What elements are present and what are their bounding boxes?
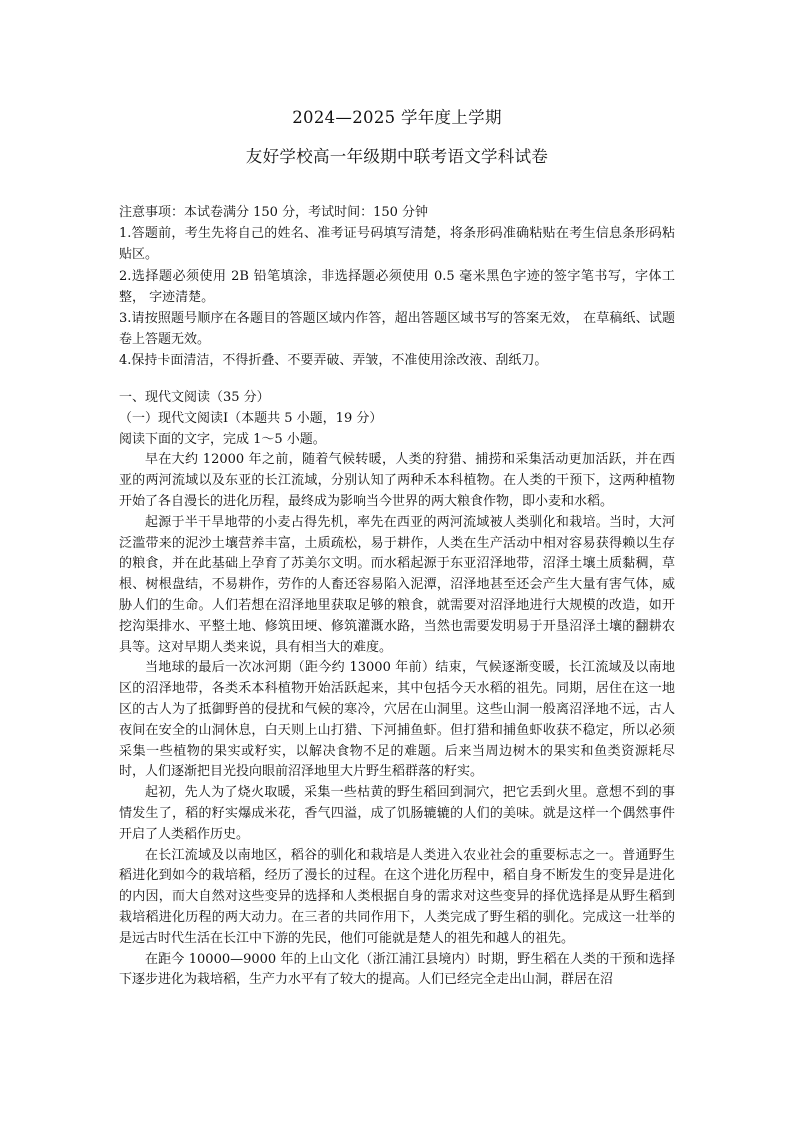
year-title: 2024—2025 学年度上学期 [292, 108, 502, 127]
note-item-4: 4.保持卡面清洁，不得折叠、不要弄破、弄皱，不准使用涂改液、刮纸刀。 [119, 353, 548, 369]
passage-paragraph-6: 在距今 10000—9000 年的上山文化（浙江浦江县境内）时期，野生稻在人类的干预和选择下逐步进化为栽培稻，生产力水平有了较大的提高。人们已经完全走出山洞，群居在沼 [119, 951, 675, 988]
note-item-2: 2.选择题必须使用 2B 铅笔填涂，非选择题必须使用 0.5 毫米黑色字迹的签字笔书写，字体工整， 字迹清楚。 [119, 268, 675, 305]
section-title: 一、现代文阅读（35 分） [119, 390, 270, 405]
section-instruction: 阅读下面的文字，完成 1～5 小题。 [119, 431, 326, 447]
exam-title: 友好学校高一年级期中联考语文学科试卷 [245, 147, 549, 166]
passage-paragraph-5: 在长江流域及以南地区，稻谷的驯化和栽培是人类进入农业社会的重要标志之一。普通野生稻进化到如今的栽培稻，经历了漫长的过程。在这个进化历程中，稻自身不断发生的变异是进化的内因，而大自然对这些变异的选择和人类根据自身的需求对这些变异的择优选择是从野生稻到栽培稻进化历程的两大动力。在三者的共同作用下，人类完成了野生稻的驯化。完成这一壮举的是远古时代生活在长江中下游的先民，他们可能就是楚人的祖先和越人的祖先。 [119, 847, 675, 946]
notes-heading: 注意事项：本试卷满分 150 分，考试时间：150 分钟 [119, 205, 429, 220]
exam-notes [119, 202, 675, 372]
section-subtitle: （一）现代文阅读Ⅰ（本题共 5 小题，19 分） [119, 410, 383, 426]
note-item-3: 3.请按照题号顺序在各题目的答题区域内作答，超出答题区域书写的答案无效， 在草稿纸、试题卷上答题无效。 [119, 311, 675, 348]
passage-paragraph-1: 早在大约 12000 年之前，随着气候转暖，人类的狩猎、捕捞和采集活动更加活跃，并在西亚的两河流域以及东亚的长江流域，分别认知了两种禾本科植物。在人类的干预下，这两种植物开始了各自漫长的进化历程，最终成为影响当今世界的两大粮食作物，即小麦和水稻。 [119, 452, 675, 509]
note-item-1: 1.答题前，考生先将自己的姓名、准考证号码填写清楚，将条形码准确粘贴在考生信息条形码粘贴区。 [119, 226, 675, 263]
passage-paragraph-2: 起源于半干旱地带的小麦占得先机，率先在西亚的两河流域被人类驯化和栽培。当时，大河泛滥带来的泥沙土壤营养丰富，土质疏松，易于耕作，人类在生产活动中相对容易获得赖以生存的粮食，并在此基础上孕育了苏美尔文明。而水稻起源于东亚沼泽地带，沼泽土壤土质黏稠，草根、树根盘结，不易耕作，劳作的人畜还容易陷入泥潭，沼泽地甚至还会产生大量有害气体，威胁人们的生命。人们若想在沼泽地里获取足够的粮食，就需要对沼泽地进行大规模的改造，如开挖沟渠排水、平整土地、修筑田埂、修筑灌溉水路，当然也需要发明易于开垦沼泽土壤的翻耕农具等。这对早期人类来说，具有相当大的难度。 [119, 514, 675, 655]
passage-paragraph-4: 起初，先人为了烧火取暖，采集一些枯黄的野生稻回到洞穴，把它丢到火里。意想不到的事情发生了，稻的籽实爆成米花，香气四溢，成了饥肠辘辘的人们的美味。就是这样一个偶然事件开启了人类稻作历史。 [119, 785, 675, 842]
reading-section [119, 388, 675, 991]
passage-paragraph-3: 当地球的最后一次冰河期（距今约 13000 年前）结束，气候逐渐变暖，长江流域及以南地区的沼泽地带，各类禾本科植物开始活跃起来，其中包括今天水稻的祖先。同期，居住在这一地区的古人为了抵御野兽的侵扰和气候的寒冷，穴居在山洞里。这些山洞一般离沼泽地不远，古人夜间在安全的山洞休息，白天则上山打猎、下河捕鱼虾。但打猎和捕鱼虾收获不稳定，所以必须采集一些植物的果实或籽实，以解决食物不足的难题。后来当周边树木的果实和鱼类资源耗尽时，人们逐渐把目光投向眼前沼泽地里大片野生稻群落的籽实。 [119, 660, 675, 780]
